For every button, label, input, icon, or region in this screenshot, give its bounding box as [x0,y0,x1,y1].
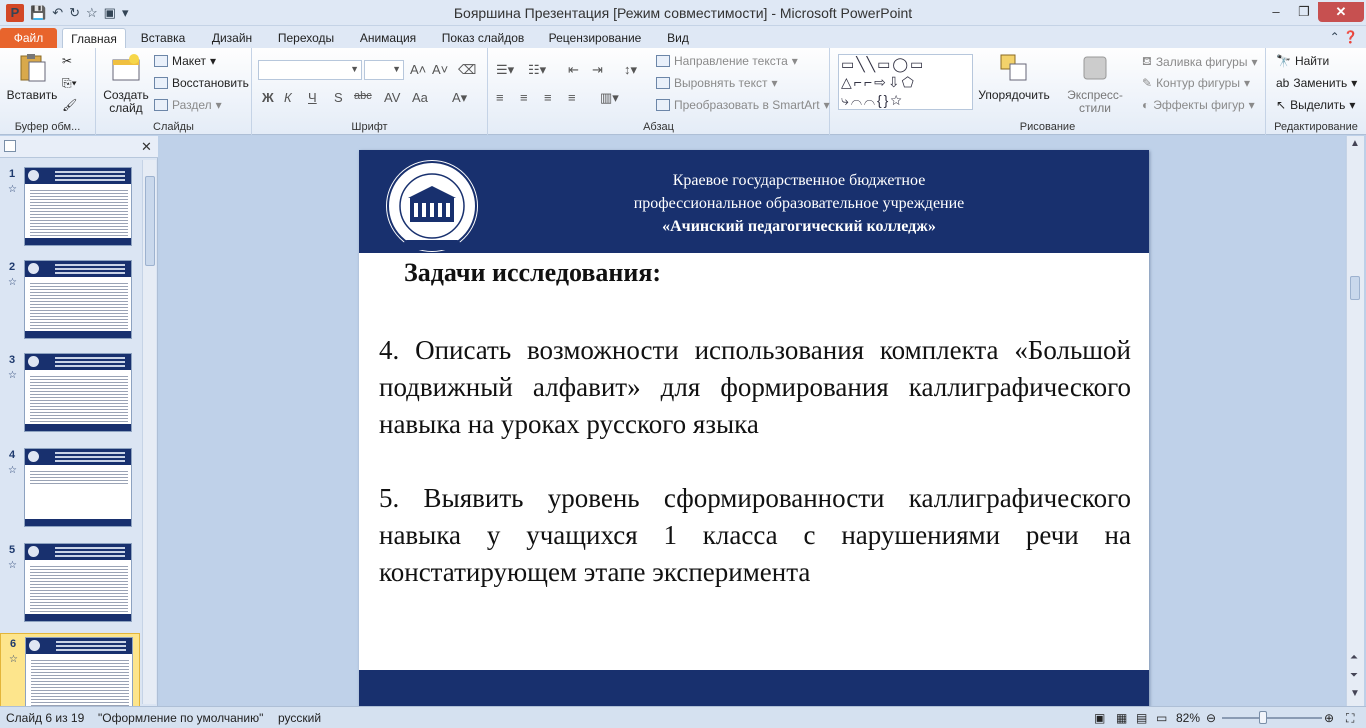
effects-icon: ◐ [1142,98,1150,112]
zoom-level[interactable]: 82% [1176,711,1201,725]
font-color-icon[interactable]: A▾ [452,90,468,105]
font-group [252,48,488,135]
layout-icon [154,55,168,67]
align-text-icon [656,77,670,89]
restore-icon[interactable]: ❐ [1298,4,1310,19]
slides-group [96,48,252,135]
animation-star-icon: ☆ [8,465,17,476]
slide-thumbnail-5[interactable]: 5 ☆ [0,540,140,626]
section-icon [154,99,168,111]
powerpoint-logo-icon[interactable]: P [6,4,24,22]
section-button[interactable]: Раздел ▾ [154,98,222,112]
slides-tab-icon[interactable] [4,140,16,152]
shapes-gallery[interactable]: ▭╲╲▭◯▭ △⌐⌐⇨⇩⬠ ⤷⌒⌒{}☆ [838,54,973,110]
bold-button[interactable]: Ж [262,90,274,105]
case-icon[interactable]: Aa [412,90,428,105]
align-right-icon[interactable]: ≡ [544,90,552,105]
replace-button[interactable]: ab Заменить ▾ [1276,76,1358,90]
save-icon[interactable]: 💾 [30,5,47,20]
language-indicator[interactable]: русский [278,711,322,725]
tab-review[interactable]: Рецензирование [548,31,642,45]
align-left-icon[interactable]: ≡ [496,90,504,105]
slide-canvas[interactable] [359,150,1149,710]
grow-font-icon[interactable]: A˄ [410,62,427,77]
zoom-slider-handle[interactable] [1259,711,1267,724]
decrease-indent-icon[interactable]: ⇤ [568,62,579,77]
paste-icon [16,52,48,84]
ribbon [0,48,1366,135]
font-name-combo[interactable] [258,60,362,80]
arrange-button[interactable]: Упорядочить [976,52,1052,102]
slide-heading[interactable]: Задачи исследования: [404,258,662,287]
shape-fill-button[interactable]: ⛾ Заливка фигуры ▾ [1142,54,1258,69]
editing-group-label: Редактирование [1274,121,1358,133]
reset-icon [154,77,168,89]
help-icon[interactable]: ⌃ ❓ [1329,30,1358,44]
slide-counter: Слайд 6 из 19 [6,711,85,725]
theme-name[interactable]: "Оформление по умолчанию" [98,711,264,725]
slide-thumbnail-4[interactable]: 4 ☆ [0,445,140,531]
quick-styles-icon [1079,52,1111,84]
layout-icon[interactable]: ▣ [103,5,116,20]
thumbnail-image [24,260,132,339]
increase-indent-icon[interactable]: ⇥ [592,62,603,77]
select-button[interactable]: ↖ Выделить ▾ [1276,98,1356,112]
numbering-icon[interactable]: ☷▾ [528,62,547,77]
italic-button[interactable]: К [284,90,292,105]
align-text-button[interactable]: Выровнять текст ▾ [656,76,778,90]
thumbnail-image [24,167,132,246]
next-slide-icon[interactable]: ⏷ [1350,670,1358,681]
find-button[interactable]: 🔭 Найти [1276,54,1330,68]
spacing-icon[interactable]: AV [384,90,401,105]
college-emblem-icon [384,158,480,254]
ribbon-tabs [0,26,1366,48]
clipboard-group [0,48,96,135]
zoom-out-icon[interactable]: ⊖ [1206,711,1217,725]
task-5-text[interactable]: 5. Выявить уровень сформированности каллиграфического навыка у учащихся 1 класса с нарушениями речи на констатирующем этапе эксперимента [379,483,1131,587]
status-bar [0,706,1366,728]
cursor-icon: ↖ [1276,98,1287,112]
zoom-in-icon[interactable]: ⊕ [1324,711,1335,725]
layout-button[interactable]: Макет ▾ [154,54,216,68]
outline-icon: ✎ [1142,76,1153,90]
paragraph-group-label: Абзац [643,121,674,133]
slide-thumbnail-6[interactable]: 6 ☆ [0,633,140,719]
font-group-label: Шрифт [351,121,388,133]
tab-file[interactable]: Файл [0,28,57,48]
shape-outline-button[interactable]: ✎ Контур фигуры ▾ [1142,76,1251,90]
close-pane-icon[interactable]: ✕ [141,139,152,154]
shadow-button[interactable]: S [334,90,343,105]
thumbnail-image [24,448,132,527]
minimize-icon[interactable]: – [1272,4,1280,19]
bullets-icon[interactable]: ☰▾ [496,62,515,77]
star-icon[interactable]: ☆ [86,5,98,20]
smartart-icon [656,99,670,111]
strikethrough-button[interactable]: abc [354,90,372,102]
animation-star-icon: ☆ [9,654,18,665]
slideshow-view-icon[interactable]: ▭ [1156,711,1168,725]
pane-header [0,136,158,158]
thumbnail-image [24,543,132,622]
slide-thumbnail-1[interactable]: 1 ☆ [0,164,140,250]
close-icon[interactable]: ✕ [1318,2,1364,22]
animation-star-icon: ☆ [8,184,17,195]
redo-icon[interactable]: ↻ [69,5,80,20]
slide-header-band [359,150,1149,253]
align-center-icon[interactable]: ≡ [520,90,528,105]
tab-home[interactable]: Главная [62,28,126,48]
fit-to-window-icon[interactable]: ⛶ [1346,711,1355,725]
animation-star-icon: ☆ [8,370,17,381]
shrink-font-icon[interactable]: A˅ [432,62,449,77]
tab-slideshow[interactable]: Показ слайдов [441,31,525,45]
font-size-combo[interactable] [364,60,404,80]
copy-icon[interactable]: ⎘▾ [62,76,77,90]
scroll-up-icon[interactable]: ▲ [1350,138,1360,149]
scroll-down-icon[interactable]: ▼ [1350,688,1360,699]
tab-insert[interactable]: Вставка [140,31,186,45]
text-direction-button[interactable]: Направление текста ▾ [656,54,798,68]
customize-qat-icon[interactable]: ▾ [121,5,129,20]
slides-group-label: Слайды [153,121,194,133]
clear-format-icon[interactable]: ⌫ [458,62,477,77]
reset-button[interactable]: Восстановить [154,76,249,90]
shape-effects-button[interactable]: ◐ Эффекты фигур ▾ [1142,98,1255,112]
quick-styles-button[interactable]: Экспресс-стили [1052,52,1138,115]
editor-scrollbar[interactable] [1346,136,1364,706]
fill-icon: ⛾ [1142,54,1152,68]
undo-icon[interactable]: ↶ [52,5,64,20]
institution-name: Краевое государственное бюджетное профессиональное образовательное учреждение «Ачинский педагогический колледж» [633,172,965,235]
chevron-down-icon: ▼ [350,64,359,74]
normal-view-icon[interactable]: ▣ [1094,711,1106,725]
reading-view-icon[interactable]: ▤ [1136,711,1148,725]
tab-design[interactable]: Дизайн [211,31,253,45]
animation-star-icon: ☆ [8,277,17,288]
sorter-view-icon[interactable]: ▦ [1116,711,1128,725]
replace-icon: ab [1276,76,1290,90]
slide-thumbnails-pane [0,136,158,706]
arrange-icon [998,52,1030,84]
underline-button[interactable]: Ч [308,90,317,105]
slide-thumbnail-2[interactable]: 2 ☆ [0,257,140,343]
cut-icon[interactable]: ✂ [62,54,73,68]
new-slide-button[interactable]: Создать слайд [100,52,152,115]
scroll-thumb[interactable] [1350,276,1360,300]
window-title: Бояршина Презентация [Режим совместимости] - Microsoft PowerPoint [453,5,913,21]
columns-icon[interactable]: ▥▾ [600,90,619,105]
smartart-button[interactable]: Преобразовать в SmartArt ▾ [656,98,830,112]
task-4-text[interactable]: 4. Описать возможности использования комплекта «Большой подвижный алфавит» для формирования каллиграфического навыка на уроках русского языка [379,335,1131,439]
title-bar [0,0,1366,26]
drawing-group-label: Рисование [1019,121,1076,133]
slide-editor [160,136,1345,706]
tab-transitions[interactable]: Переходы [277,31,335,45]
new-slide-icon [110,52,142,84]
binoculars-icon: 🔭 [1276,54,1291,68]
slide-footer-band [359,670,1149,710]
line-spacing-icon[interactable]: ↕▾ [624,62,638,77]
clipboard-group-label: Буфер обм... [14,121,81,133]
tab-view[interactable]: Вид [667,31,689,45]
thumbnails-scrollbar[interactable] [142,160,156,704]
slide-thumbnail-3[interactable]: 3 ☆ [0,350,140,436]
paragraph-group [488,48,830,135]
justify-icon[interactable]: ≡ [568,90,576,105]
animation-star-icon: ☆ [8,560,17,571]
scroll-thumb[interactable] [145,176,155,266]
chevron-down-icon: ▼ [392,64,401,74]
thumbnail-image [25,637,133,716]
editing-group [1266,48,1366,135]
zoom-slider[interactable] [1222,717,1322,719]
prev-slide-icon[interactable]: ⏶ [1350,652,1358,663]
format-painter-icon[interactable]: 🖌 [62,98,78,112]
tab-animation[interactable]: Анимация [359,31,417,45]
paste-button[interactable]: Вставить [6,52,58,102]
text-direction-icon [656,55,670,67]
thumbnail-image [24,353,132,432]
